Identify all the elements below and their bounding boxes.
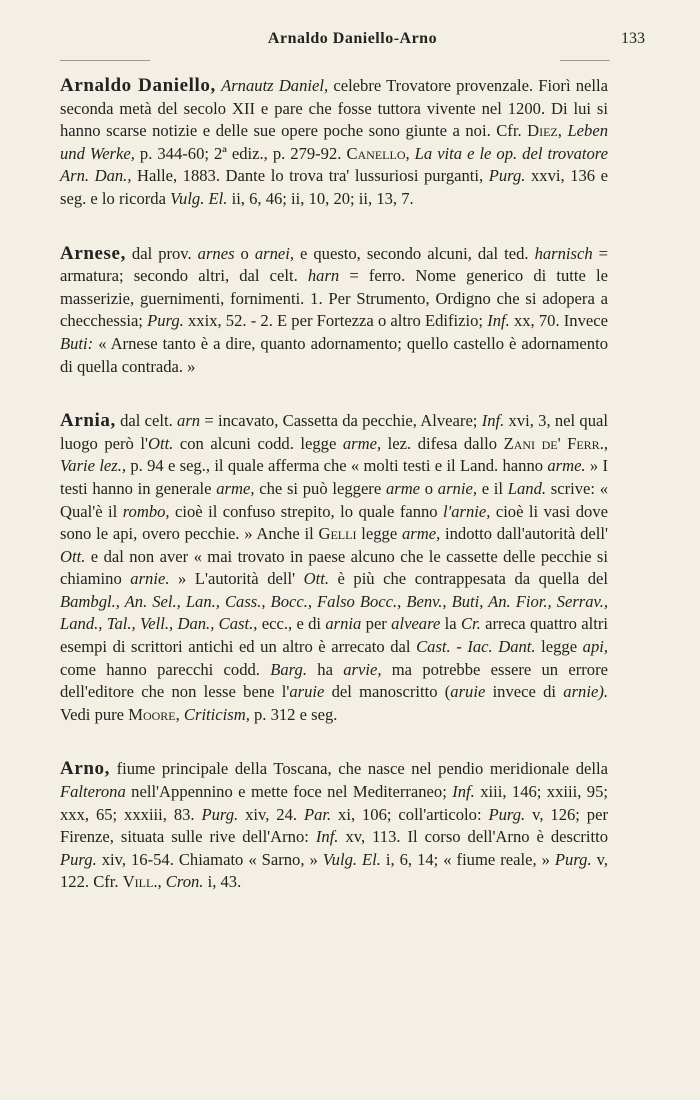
text-segment: ii, 6, 46; ii, 10, 20; ii, 13, 7.: [227, 188, 414, 208]
text-segment: ecc., e di: [257, 614, 326, 634]
text-segment: p. 94 e seg., il quale afferma che « molti testi e il Land. hanno: [126, 456, 548, 476]
italic-text: Ott.: [303, 569, 329, 589]
text-segment: scrive: « Qual'è il: [60, 478, 609, 521]
headword: Arnaldo Daniello,: [60, 75, 216, 96]
italic-text: Cron.: [165, 872, 204, 892]
italic-text: Leben und Werke,: [60, 121, 608, 163]
italic-text: arme,: [216, 478, 255, 498]
text-segment: p. 312 e seg.: [249, 704, 338, 724]
text-segment: legge: [535, 637, 583, 657]
text-segment: v, 126; per Firenze, situata sulle rive dell'Arno:: [60, 804, 608, 847]
entry-text: [60, 411, 608, 724]
italic-text: harn: [307, 266, 340, 286]
headword: Arnese,: [60, 242, 126, 264]
text-segment: o: [420, 478, 438, 498]
italic-text: Criticism,: [183, 704, 250, 724]
text-segment: ,: [557, 121, 568, 141]
text-segment: xvi, 3, nel qual luogo però l': [60, 411, 608, 453]
italic-text: Purg.: [488, 166, 526, 186]
text-segment: ma potrebbe essere un errore dell'editore che non lesse bene l': [60, 659, 608, 702]
text-segment: cioè li vasi dove sono le api, overo pecchie. » Anche il: [60, 501, 608, 544]
entry-arnaldo-daniello: [60, 75, 608, 211]
italic-text: Purg.: [147, 311, 184, 331]
text-segment: xv, 113. Il corso dell'Arno è descritto: [338, 827, 609, 847]
text-segment: xxvi, 136 e seg. e lo ricorda: [60, 166, 609, 208]
italic-text: Inf.: [487, 311, 510, 331]
text-segment: » I testi hanno in generale: [60, 456, 608, 498]
italic-text: aruie: [450, 682, 486, 702]
text-segment: invece di: [485, 682, 564, 702]
text-segment: che si può leggere: [254, 478, 386, 498]
entry-text: [60, 759, 608, 891]
italic-text: Bambgl., An. Sel., Lan., Cass., Bocc., Falso Bocc., Benv., Buti, An. Fior., Serrav., Land., Tal., Vell., Dan., Cast.,: [60, 591, 608, 634]
text-segment: lez. difesa dallo: [381, 433, 504, 453]
italic-text: Inf.: [315, 827, 339, 847]
italic-text: Inf.: [452, 782, 475, 802]
text-segment: come hanno parecchi codd.: [60, 659, 271, 679]
italic-text: arme,: [342, 433, 382, 453]
text-segment: xi, 106; coll'articolo:: [331, 804, 489, 824]
italic-text: aruie: [289, 682, 325, 702]
italic-text: arnie.: [130, 569, 170, 589]
text-segment: celebre Trovatore provenzale. Fiorì nella seconda metà del secolo XII e pare che fosse tuttora vivente nel 1200. Di lui si hanno scarse notizie e delle sue opere poche sono giunte a noi. Cfr.: [60, 76, 608, 141]
italic-text: Par.: [303, 804, 332, 824]
italic-text: arme: [385, 478, 421, 498]
text-segment: del manoscritto (: [324, 682, 451, 702]
text-segment: indotto dall'autorità dell': [440, 524, 609, 544]
italic-text: harnisch: [534, 243, 593, 263]
author-name: Vill.: [122, 872, 158, 892]
italic-text: arn: [177, 411, 201, 431]
italic-text: Cr.: [460, 614, 481, 634]
italic-text: arnie,: [437, 478, 477, 498]
text-segment: ha: [306, 659, 344, 679]
text-segment: arreca quattro altri esempi di scrittori antichi ed un altro è arrecato dal: [60, 614, 608, 657]
text-segment: ,: [405, 143, 415, 163]
text-segment: p. 344-60; 2ª ediz., p. 279-92.: [134, 143, 347, 163]
entry-arnese: [60, 243, 608, 379]
text-segment: la: [440, 614, 461, 634]
text-segment: dal celt.: [115, 411, 178, 431]
text-segment: xiv, 16-54. Chiamato « Sarno, »: [96, 849, 323, 869]
italic-text: La vita e le op. del trovatore Arn. Dan.,: [60, 143, 608, 186]
italic-text: Inf.: [481, 411, 505, 431]
text-segment: nell'Appennino e mette foce nel Mediterraneo;: [125, 782, 453, 802]
italic-text: alveare: [391, 614, 441, 634]
italic-text: Falterona: [60, 782, 126, 802]
page-header: [60, 30, 645, 56]
italic-text: Cast. - Iac. Dant.: [416, 637, 536, 657]
text-segment: = ferro. Nome generico di tutte le masserizie, guernimenti, fornimenti. 1. Per Strumento, Ordigno che si adopera a checchessia;: [60, 266, 608, 331]
italic-text: Ott.: [147, 433, 174, 453]
text-segment: « Arnese tanto è a dire, quanto adornamento; quello castello è adornamento di quella contrada. »: [60, 333, 608, 376]
text-segment: fiume principale della Toscana, che nasce nel pendio meridionale della: [109, 759, 608, 779]
italic-text: Vulg. El.: [170, 188, 228, 208]
text-segment: e il: [476, 478, 508, 498]
author-name: Gelli: [318, 524, 357, 544]
italic-text: Purg.: [201, 804, 239, 824]
italic-text: Vulg. El.: [322, 849, 381, 869]
italic-text: arme,: [401, 524, 441, 544]
text-segment: per: [361, 614, 392, 634]
italic-text: Land.: [507, 478, 547, 498]
text-segment: Halle, 1883. Dante lo trova tra' lussuriosi purganti,: [131, 166, 489, 186]
author-name: Moore: [128, 704, 176, 724]
italic-text: Varie lez.,: [60, 456, 127, 476]
headword: Arno,: [60, 758, 110, 780]
text-segment: xiv, 24.: [238, 804, 304, 824]
italic-text: arnie).: [563, 682, 608, 702]
header-rule-left: [60, 60, 150, 61]
header-rule-right: [560, 60, 610, 61]
text-segment: » L'autorità dell': [169, 569, 304, 589]
text-segment: ,: [175, 704, 184, 724]
entries: [60, 75, 608, 894]
italic-text: l'arnie,: [443, 501, 491, 521]
italic-text: Ott.: [60, 546, 86, 566]
text-segment: i, 6, 14; « fiume reale, »: [380, 849, 555, 869]
text-segment: ,: [157, 872, 166, 892]
italic-text: Arnautz Daniel,: [221, 76, 329, 95]
entry-text: [60, 244, 608, 376]
page-number: 133: [621, 30, 645, 47]
text-segment: ,: [603, 433, 608, 453]
running-head: Arnaldo Daniello-Arno: [267, 30, 438, 47]
text-segment: dal prov.: [125, 243, 198, 263]
author-name: Zani de' Ferr.: [503, 433, 604, 453]
italic-text: Purg.: [554, 849, 592, 869]
italic-text: Barg.: [270, 659, 307, 679]
headword: Arnia,: [60, 410, 116, 432]
italic-text: Purg.: [488, 804, 526, 824]
text-segment: v, 122. Cfr.: [60, 849, 608, 892]
author-name: Canello: [346, 143, 406, 163]
text-segment: xx, 70. Invece: [509, 311, 608, 331]
text-segment: xiii, 146; xxiii, 95; xxx, 65; xxxiii, 83.: [60, 782, 608, 824]
italic-text: arnei,: [254, 243, 295, 263]
text-segment: e dal non aver « mai trovato in paese alcuno che le cassette delle pecchie si chiamino: [60, 546, 608, 589]
italic-text: rombo,: [122, 501, 170, 521]
italic-text: arvie,: [343, 659, 382, 679]
text-segment: i, 43.: [203, 872, 242, 892]
text-segment: cioè il confuso strepito, lo quale fanno: [169, 501, 444, 521]
italic-text: api,: [582, 637, 608, 657]
italic-text: arnes: [197, 243, 235, 263]
text-segment: o: [234, 243, 255, 263]
author-name: Diez: [527, 121, 558, 141]
text-segment: = armatura; secondo altri, dal celt.: [60, 243, 608, 286]
italic-text: arme.: [547, 456, 586, 476]
italic-text: Buti:: [60, 333, 94, 353]
italic-text: arnia: [325, 614, 362, 634]
text-segment: e questo, secondo alcuni, dal ted.: [294, 243, 535, 263]
text-segment: con alcuni codd. legge: [173, 433, 343, 453]
italic-text: Purg.: [60, 849, 97, 869]
entry-arnia: [60, 410, 608, 726]
text-segment: legge: [356, 524, 402, 544]
entry-arno: [60, 758, 608, 894]
text-segment: Vedi pure: [60, 704, 129, 724]
text-segment: è più che contrappesata da quella del: [328, 569, 608, 589]
text-segment: = incavato, Cassetta da pecchie, Alveare;: [200, 411, 482, 431]
text-segment: xxix, 52. - 2. E per Fortezza o altro Edifizio;: [183, 311, 488, 331]
